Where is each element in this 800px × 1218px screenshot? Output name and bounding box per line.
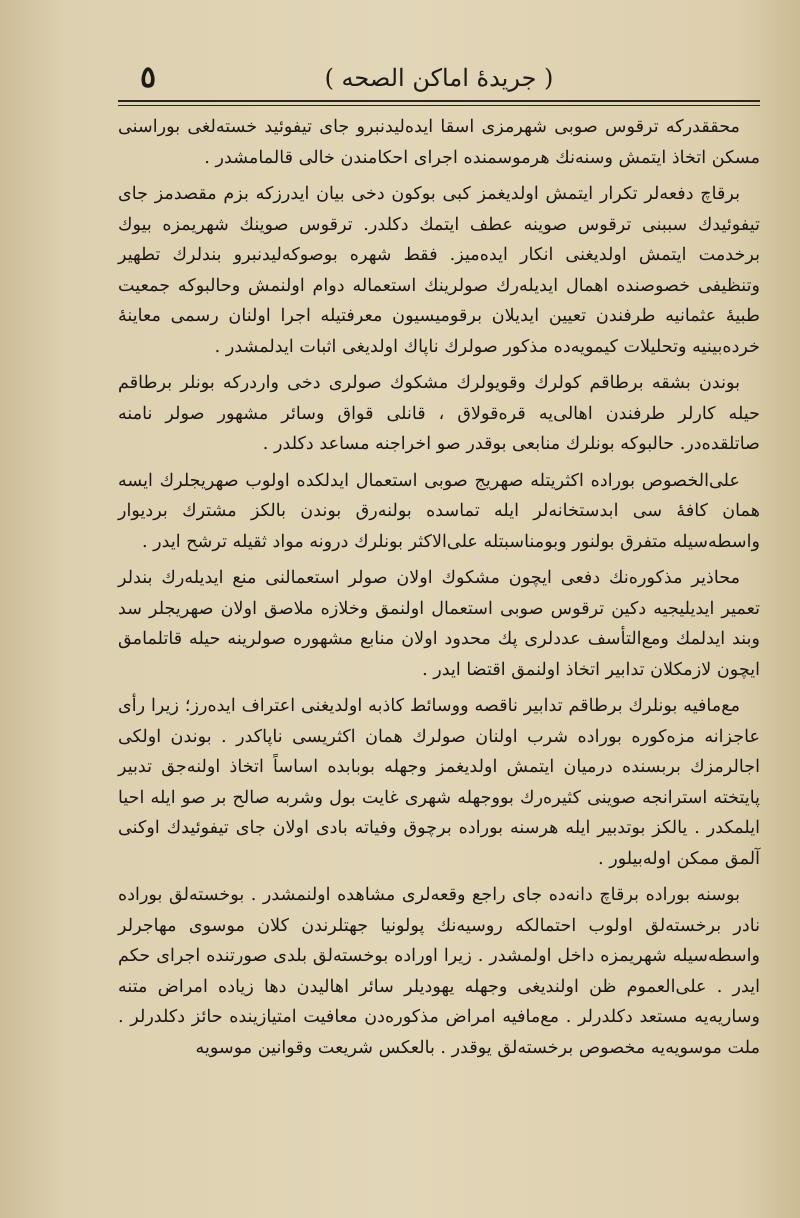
header-rule <box>118 100 760 102</box>
paragraph: بوسنه بوراده برقاچ دانه‌ده جای راجع وقعه‌لری مشاهده اولنمشدر . بوخسته‌لق بوراده نادر برخسته‌لق اولوب احتمالکه روسیه‌نك پولونیا جهتلرندن کلان موسوی مهاجرلر واسطه‌سیله شهریمزه داخل اولمشدر . زیرا اوراده بوخسته‌لق بلدی صورتنده اجرای حکم ایدر . علی‌العموم ظن اولندیغی وجهله یهودیلر سائر اهالیدن دها زیاده امراض متنه وساریه‌یه مستعد دکلدرلر . مع‌مافیه امراض مذکوره‌دن معافیت امتیازینده حائز دکلدرلر . ملت موسویه‌یه مخصوص برخسته‌لق یوقدر . بالعکس شریعت وقوانین موسویه <box>118 885 760 1058</box>
paragraph: بوندن بشقه برطاقم کولرك وقویولرك مشکوك صولری دخی واردرکه بونلر برطاقم حیله کارلر طرفندن اهالی‌یه قره‌قولاق ، قانلی قواق وسائر مشهور صولر نامنه صاتلقده‌در. حالبوکه بونلرك منابعی بوقدر صو اخراجنه مساعد دکلدر . <box>118 373 760 454</box>
page-number: ٥ <box>140 60 157 95</box>
page-header <box>118 60 760 100</box>
running-title: ( جريدهٔ اماكن الصحه ) <box>324 64 554 92</box>
paragraph: برقاچ دفعه‌لر تکرار ایتمش اولدیغمز کبی بوکون دخی بیان ایدرزکه بزم مقصدمز جای تیفوئیدك سببنی ترقوس صوینه عطف ایتمك دکلدر. ترقوس صوینك شهریمزه بیوك برخدمت ایتمش اولدیغنی انکار ایده‌میز. فقط شهره بوصوکه‌لیدنبرو بندلرك تطهیر وتنظیفی خصوصنده اهمال ایدیله‌رك صولرینك استعماله دوام اولنمش وحالبوکه جمعیت طبیهٔ عثمانیه طرفندن تعیین ایدیلان برقومیسیون معرفتیله اجرا اولنان رسمی معاینهٔ خرده‌بینیه وتحلیلات کیمویه‌ده مذکور صولرك ناپاك اولدیغی اثبات ایدلمشدر . <box>118 184 760 357</box>
paragraph: محاذیر مذکوره‌نك دفعی ایچون مشکوك اولان صولر استعمالنی منع ایدیله‌رك بندلر تعمیر ایدیلیجیه دکین ترقوس صوبی استعمال اولنمق وخلازه ملاصق اولان صهریجلر سد وبند ایدلمك ومع‌التأسف عددلری پك محدود اولان منابع مشهوره صولرینه حیله قاتلمامق ایچون لازمکلان تدابیر اتخاذ اولنمق اقتضا ایدر . <box>118 568 760 680</box>
paragraph: مع‌مافیه بونلرك برطاقم تدابیر ناقصه ووسائط کاذبه اولدیغنی اعتراف ایده‌رز؛ زیرا رأی عاجزانه مزه‌کوره بوراده شرب اولنان صولرك همان اکثریسی ناپاکدر . بوندن اولکی اجالرمزك بربسنده درمیان ایتمش اولدیغمز وجهله بوبابده اساساً اتخاذ اولنه‌جق تدبیر پایتخته استرانجه صوینی کثیره‌رك بووجهله شهری غایت بول وشربه صالح بر صو ایله احیا ایلمکدر . یالکز بوتدبیر ایله هرسنه بوراده برچوق وفیاته بادی اولان جای تیفوئیدك اوکنی آلمق ممکن اوله‌بیلور . <box>118 696 760 869</box>
paragraph: علی‌الخصوص بوراده اکثریتله صهریج صوبی استعمال ایدلکده اولوب صهریجلرك ایسه همان کافهٔ سی ابدستخانه‌لر ایله تماسده بولنه‌رق بوندن بالکز مشترك بردیوار واسطه‌سیله متفرق بولنور وبومناسبتله علی‌الاکثر بونلرك درونه مواد ثقیله ترشح ایدر . <box>118 470 760 552</box>
paragraph: محققدرکه ترقوس صوبی شهرمزی اسقا ایده‌لیدنبرو جای تیفوئید خسته‌لغی بوراسنی مسکن اتخاذ ایتمش وسنه‌نك هرموسمنده اجرای احکامندن خالی قالمامشدر . <box>118 117 760 168</box>
header-rule-thin <box>118 105 760 106</box>
article-body <box>118 112 760 1069</box>
